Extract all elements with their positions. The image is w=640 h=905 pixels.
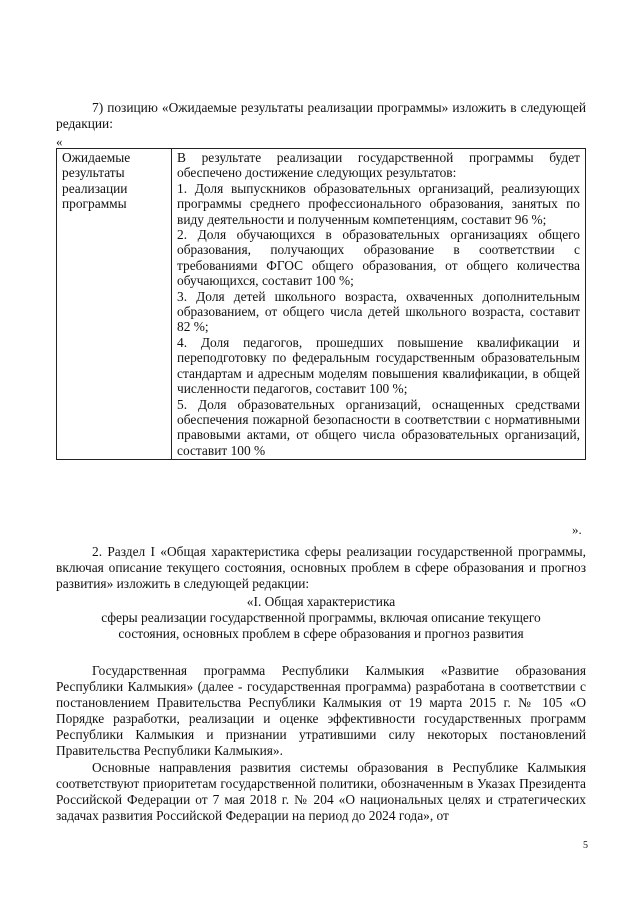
results-lead: В результате реализации государственной программы будет обеспечено достижение следующих результатов:	[177, 150, 580, 181]
heading-line-3: состояния, основных проблем в сфере образования и прогноз развития	[118, 626, 524, 641]
result-item-5: 5. Доля образовательных организаций, оснащенных средствами обеспечения пожарной безопасности в соответствии с нормативными правовыми актами, от общего числа образовательных организаций, составит 100 %	[177, 396, 580, 458]
results-table	[56, 148, 586, 460]
results-label-cell	[57, 149, 172, 460]
result-item-2: 2. Доля обучающихся в образовательных организациях общего образования, получающих образование в соответствии с требованиями ФГОС общего образования, от общего количества обучающихся, составит 100 %;	[177, 227, 580, 289]
body-paragraph-2: Основные направления развития системы образования в Республике Калмыкия соответствуют приоритетам государственной политики, обозначенным в Указах Президента Российской Федерации от 7 мая 2018 г. № 204 «О национальных целях и стратегических задачах развития Российской Федерации на период до 2024 года», от	[56, 760, 586, 823]
result-item-4: 4. Доля педагогов, прошедших повышение квалификации и переподготовку по федеральным государственным образовательным стандартам и адресным моделям повышения квалификации, в общей численности педагогов, составит 100 %;	[177, 334, 580, 397]
intro-paragraph: 7) позицию «Ожидаемые результаты реализации программы» изложить в следующей редакции:	[56, 100, 586, 131]
result-item-1: 1. Доля выпускников образовательных организаций, реализующих программы среднего профессионального образования, занятых по виду деятельности и полученным компетенциям, составит 96 %;	[177, 180, 580, 227]
heading-line-1: «I. Общая характеристика	[246, 594, 396, 609]
result-item-3: 3. Доля детей школьного возраста, охваченных дополнительным образованием, от общего числа детей школьного возраста, составит 82 %;	[177, 288, 580, 335]
section2-paragraph: 2. Раздел I «Общая характеристика сферы реализации государственной программы, включая описание текущего состояния, основных проблем в сфере образования и прогноз развития» изложить в следующей редакции:	[56, 544, 586, 591]
page-number: 5	[583, 840, 588, 851]
opening-quote: «	[56, 134, 63, 149]
heading-line-2: сферы реализации государственной программы, включая описание текущего	[101, 610, 541, 625]
body-paragraph-1: Государственная программа Республики Калмыкия «Развитие образования Республики Калмыкия» (далее - государственная программа) разработана в соответствии с постановлением Правительства Республики Калмыкия от 19 марта 2015 г. № 105 «О Порядке разработки, реализации и оценке эффективности государственных программ Республики Калмыкия и признании утратившими силу некоторых постановлений Правительства Республики Калмыкия».	[56, 663, 586, 758]
results-content-cell	[172, 149, 586, 460]
results-label: Ожидаемые результаты реализации программы	[62, 150, 131, 212]
closing-quote: ».	[572, 522, 582, 537]
